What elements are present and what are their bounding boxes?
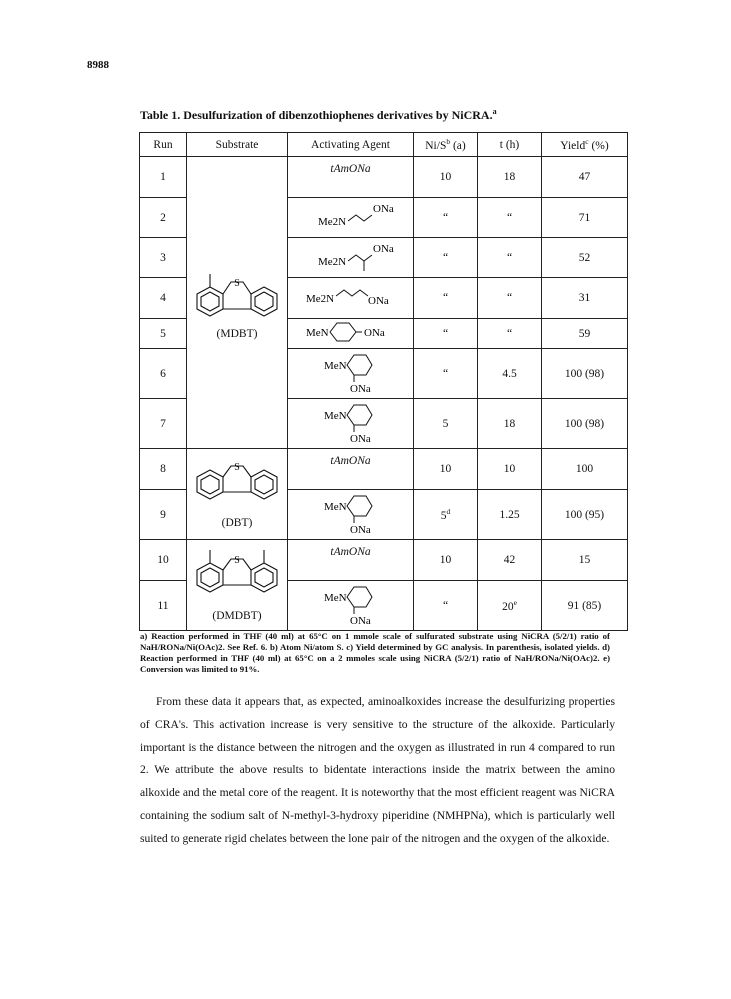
3-piperidinoxide-icon	[296, 581, 406, 627]
svg-text:MeN: MeN	[323, 360, 347, 372]
svg-text:MeN: MeN	[305, 327, 329, 339]
run-cell: 11	[140, 581, 187, 631]
ni-s-cell: “	[414, 349, 478, 399]
agent-cell	[288, 198, 414, 238]
svg-text:ONa: ONa	[349, 524, 371, 536]
yield-cell: 71	[542, 198, 628, 238]
table-caption	[140, 107, 497, 123]
svg-text:ONa: ONa	[367, 294, 389, 307]
mdbt-structure-icon	[187, 266, 287, 340]
agent-cell	[288, 540, 414, 581]
agent-cell	[288, 490, 414, 540]
yield-cell: 52	[542, 238, 628, 278]
ni-s-cell: “	[414, 319, 478, 349]
yield-cell: 59	[542, 319, 628, 349]
run-cell: 1	[140, 157, 187, 198]
yield-cell: 100	[542, 449, 628, 490]
substrate-label-dmdbt: (DMDBT)	[212, 610, 262, 622]
3-piperidinoxide-icon	[296, 399, 406, 445]
4-piperidinoxide-icon	[296, 319, 406, 345]
time-cell: 10	[478, 449, 542, 490]
svg-text:ONa: ONa	[349, 383, 371, 395]
yield-cell: 100 (98)	[542, 399, 628, 449]
agent-tamona: tAmONa	[330, 163, 371, 175]
substrate-label-mdbt: (MDBT)	[216, 327, 258, 340]
page-number: 8988	[87, 59, 109, 71]
run-cell: 2	[140, 198, 187, 238]
header-time: t (h)	[478, 133, 542, 157]
svg-text:S: S	[234, 555, 240, 566]
ni-s-cell: “	[414, 238, 478, 278]
time-cell: 42	[478, 540, 542, 581]
agent-cell	[288, 238, 414, 278]
dbt-structure-icon	[187, 459, 287, 529]
results-table	[139, 132, 628, 631]
agent-cell	[288, 349, 414, 399]
time-cell: 18	[478, 157, 542, 198]
time-cell: 20e	[478, 581, 542, 631]
yield-cell: 100 (98)	[542, 349, 628, 399]
agent-tamona: tAmONa	[330, 546, 371, 558]
header-row	[140, 133, 628, 157]
substrate-cell-dbt	[187, 449, 288, 540]
run-cell: 8	[140, 449, 187, 490]
3-piperidinoxide-icon	[296, 349, 406, 395]
table-row	[140, 449, 628, 490]
body-paragraph: From these data it appears that, as expected, aminoalkoxides increase the desulfurizing properties of CRA's. This activation increase is very sensitive to the structure of the alkoxide. Particularly important is the distance between the nitrogen and the oxygen as illustrated in run 4 compared to run 2. We attribute the above results to bidentate interactions inside the matrix between the amino alkoxide and the metal core of the reagent. It is noteworthy that the most efficient reagent was NiCRA containing the sodium salt of N-methyl-3-hydroxy piperidine (NMHPNa), which is particularly well suited to generate rigid chelates between the lone pair of the nitrogen and the oxygen of the alkoxide.	[140, 695, 615, 845]
svg-text:Me2N: Me2N	[317, 216, 346, 228]
run-cell: 10	[140, 540, 187, 581]
3-piperidinoxide-icon	[296, 490, 406, 536]
aminoethoxide-icon	[296, 199, 406, 233]
ni-s-cell: 5	[414, 399, 478, 449]
substrate-cell-mdbt	[187, 157, 288, 449]
yield-cell: 31	[542, 278, 628, 319]
svg-text:MeN: MeN	[323, 592, 347, 604]
ni-s-cell: 10	[414, 157, 478, 198]
ni-s-cell: “	[414, 581, 478, 631]
svg-text:S: S	[234, 462, 240, 473]
svg-text:Me2N: Me2N	[305, 292, 334, 305]
svg-text:MeN: MeN	[323, 410, 347, 422]
svg-text:ONa: ONa	[363, 327, 385, 339]
svg-text:Me2N: Me2N	[317, 256, 346, 268]
header-activating-agent: Activating Agent	[288, 133, 414, 157]
svg-text:ONa: ONa	[349, 433, 371, 445]
agent-cell	[288, 278, 414, 319]
yield-cell: 15	[542, 540, 628, 581]
ni-s-cell: 10	[414, 540, 478, 581]
ni-s-cell: 5$^d$	[414, 490, 478, 540]
agent-tamona: tAmONa	[330, 455, 371, 467]
run-cell: 3	[140, 238, 187, 278]
caption-prefix: Table 1.	[140, 108, 181, 122]
time-cell: 4.5	[478, 349, 542, 399]
run-cell: 6	[140, 349, 187, 399]
yield-cell: 47	[542, 157, 628, 198]
caption-sup: a	[492, 107, 497, 116]
agent-cell	[288, 157, 414, 198]
agent-cell	[288, 399, 414, 449]
header-yield: Yield$^c$ (%)	[542, 133, 628, 157]
header-run: Run	[140, 133, 187, 157]
dmdbt-structure-icon	[187, 548, 287, 622]
time-cell: “	[478, 319, 542, 349]
table-footnotes: a) Reaction performed in THF (40 ml) at 65°C on 1 mmole scale of sulfurated substrate using NiCRA (5/2/1) ratio of NaH/RONa/Ni(OAc)2. See Ref. 6. b) Atom Ni/atom S. c) Yield determined by GC analysis. In parenthesis, isolated yields. d) Reaction performed in THF (40 ml) at 65°C on a 2 mmoles scale using NiCRA (5/2/1) ratio of NaH/RONa/Ni(OAc)2. e) Conversion was limited to 91%.	[140, 631, 610, 674]
substrate-cell-dmdbt	[187, 540, 288, 631]
yield-cell: 100 (95)	[542, 490, 628, 540]
agent-cell	[288, 319, 414, 349]
run-cell: 4	[140, 278, 187, 319]
header-substrate: Substrate	[187, 133, 288, 157]
substrate-label-dbt: (DBT)	[221, 517, 253, 529]
agent-cell	[288, 581, 414, 631]
run-cell: 5	[140, 319, 187, 349]
ni-s-cell: “	[414, 198, 478, 238]
caption-text: Desulfurization of dibenzothiophenes derivatives by NiCRA.	[183, 108, 493, 122]
agent-cell	[288, 449, 414, 490]
svg-text:ONa: ONa	[372, 203, 394, 215]
run-cell: 7	[140, 399, 187, 449]
time-cell: 1.25	[478, 490, 542, 540]
run-cell: 9	[140, 490, 187, 540]
header-ni-s: $Ni/S^b$ (a)	[414, 133, 478, 157]
table-row	[140, 157, 628, 198]
time-cell: 18	[478, 399, 542, 449]
svg-text:S: S	[234, 277, 240, 289]
aminopropoxide-icon	[296, 280, 406, 314]
branched-aminoalkoxide-icon	[296, 239, 406, 273]
yield-cell: 91 (85)	[542, 581, 628, 631]
time-cell: “	[478, 238, 542, 278]
time-cell: “	[478, 198, 542, 238]
ni-s-cell: 10	[414, 449, 478, 490]
svg-text:ONa: ONa	[372, 243, 394, 255]
svg-text:ONa: ONa	[349, 615, 371, 627]
time-cell: “	[478, 278, 542, 319]
table-row	[140, 540, 628, 581]
ni-s-cell: “	[414, 278, 478, 319]
svg-text:MeN: MeN	[323, 501, 347, 513]
